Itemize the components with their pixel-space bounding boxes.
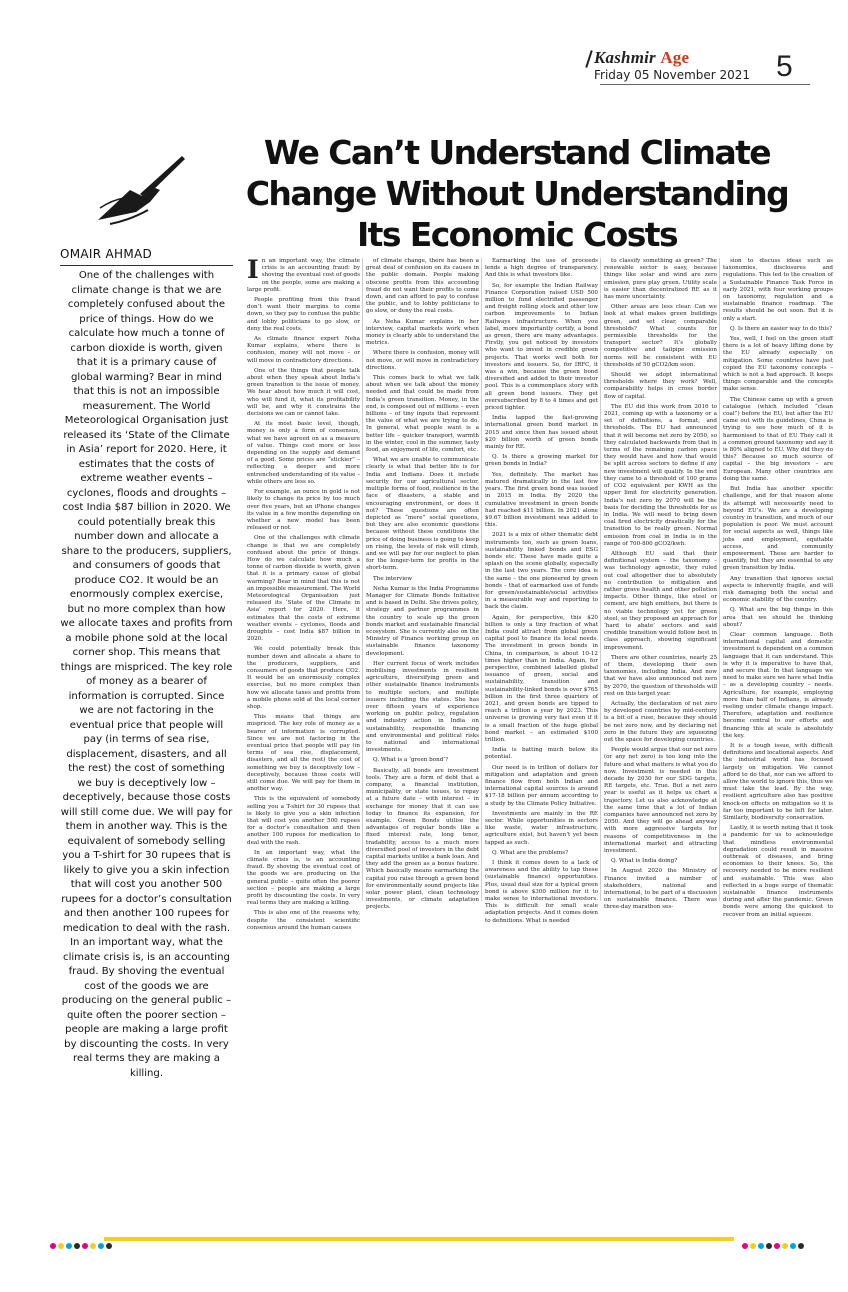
footer-dot <box>766 1243 772 1249</box>
article-paragraph: Other areas are less clear. Can we look at what makes green buildings green, and set clear, comparable thresholds? What counts for permissible thresholds for the transport sector? It’s globally competitive and tailpipe emission norms will be consistent with EU thresholds of 50 gCO2/km soon. <box>604 304 717 368</box>
article-paragraph: The interview <box>373 575 413 582</box>
article-column-3 <box>485 258 598 924</box>
article-paragraph: Investments are mainly in the RE sector. While opportunities in sectors like waste, water infrastructure, agriculture exist, but haven’t yet been tapped as such. <box>485 810 598 846</box>
footer-dot <box>66 1243 72 1249</box>
article-paragraph: Q. What is India doing? <box>611 858 678 865</box>
article-paragraph: This is also one of the reasons why, despite the consistent scientific consensus around the human causes <box>247 910 360 931</box>
article-paragraph: For example, an ounce in gold is not likely to change its price by too much over five years, but an iPhone changes its value in a few months depending on whether a new model has been released or not. <box>247 489 360 532</box>
drop-cap: I <box>247 255 259 284</box>
article-paragraph: Q. What are the big things in this area that we should be thinking about? <box>723 607 833 628</box>
article-paragraph: Clear common language. Both international capital and domestic investment is dependent on a common language that it can understand. This is why it is imperative to have that, and secure that. In that language we need to make sure we have what India – as a developing country – needs. Agriculture, for example, employing more than half of Indians, is already reeling under climate change impact. Therefore, adaptation and resilience become central to our efforts and financing this at scale is absolutely the key. <box>723 631 833 739</box>
article-paragraph: Any transition that ignores social aspects is inherently fragile, and will risk damaging both the social and economic stability of the country. <box>723 575 833 604</box>
article-paragraph: Earmarking the use of proceeds lends a high degree of transparency. And this is what investors like. <box>485 258 598 279</box>
article-paragraph: Q. Is there an easier way to do this? <box>730 325 833 332</box>
article-paragraph: Lastly, it is worth noting that it took a pandemic for us to acknowledge that mindless environmental degradation could result in massive outbreak of diseases, and bring economies to their knees. So, the recovery needed to be more resilient and sustainable. This was also reflected in a huge surge of thematic sustainable finance instruments during and after the pandemic. Green bonds were among the quickest to recover from an initial squeeze. <box>723 825 833 918</box>
footer-dot <box>106 1243 112 1249</box>
article-paragraph: Should we adopt international thresholds where they work? Well, comparability helps in cross border flow of capital. <box>604 372 717 400</box>
article-paragraph: This means that things are mispriced. The key role of money as a bearer of information is corrupted. Since we are not factoring in the eventual price that people will pay (in terms of sea rise, displacement, disasters, and all the rest) the cost of something we buy is deceptively low – deceptively, because those costs will still come due. We will pay for them in another way. <box>247 714 360 793</box>
article-paragraph: What we are unable to communicate clearly is what that better life is for India and Indians. Does it include security for our agricultural sector, multiple forms of food, resilience in the face of disasters, a stable and encouraging environment, or does it not? These questions are often depicted as “mere” social questions, but they are also economic questions because without these conditions the price of doing business is going to keep on rising, the levels of risk will climb, and we will pay for our neglect to plan for the longer-term for profits in the short-term. <box>366 457 479 572</box>
article-paragraph: At its most basic level, though, money is only a form of consensus, what we have agreed on as a measure of value. Things cost more or less depending on the supply and demand of a good. Some prices are “stickier” – reflecting a deeper and more entrenched understanding of its value – while others are less so. <box>247 421 360 485</box>
column-divider <box>719 258 720 901</box>
article-paragraph: of climate change, there has been a great deal of confusion on its causes in the public domain. People making obscene profits from this accounting fraud do not want their profits to come down, and can afford to pay to confuse the public, and to lobby politicians to go slow, or deny the real costs. <box>366 258 479 315</box>
article-paragraph: People would argue that our net zero (or any net zero) is too long into the future and what matters is what you do now. Investment is needed in this decade by 2030 for our SDG targets, RE targets, etc. True. But a net zero year is useful as it helps us chart a trajectory. Let us also acknowledge at the same time that a lot of Indian companies have announced net zero by 2050. And they will go ahead anyway with more aggressive targets for reasons of competitiveness in the international market and attracting investment. <box>604 747 717 855</box>
article-paragraph: The Chinese came up with a green catalogue (which included “clean coal”) before the EU, but after the EU came out with its guidelines, China is trying to see how much of it is harmonised to that of EU They call it a common ground taxonomy and say it is 80% aligned to EU. Why did they do this? Because so much source of capital – the big investors – are European. Many other countries are doing the same. <box>723 396 833 482</box>
pull-quote: One of the challenges with climate change is that we are completely confused about the price of things. How do we calculate how much a tonne of carbon dioxide is worth, given that it is a primary cause of global warming? Bear in mind that this is not an impossible measurement. The World Meteorological Organisation just released its ‘State of the Climate in Asia’ report for 2020. Here, it estimates that the costs of extreme weather events – cyclones, floods and droughts – cost India $87 billion in 2020. We could potentially break this number down and allocate a share to the producers, suppliers, and consumers of goods that produce CO2. It would be an enormously complex exercise, but no more complex than how we allocate taxes and profits from a mobile phone sold at the local corner shop. This means that things are mispriced. The key role of money as a bearer of information is corrupted. Since we are not factoring in the eventual price that people will pay (in terms of sea rise, displacement, disasters, and all the rest) the cost of something we buy is deceptively low – deceptively, because those costs will still come due. We will pay for them in another way. This is the equivalent of somebody selling you a T-shirt for 30 rupees that is likely to give you a skin infection that will cost you another 500 rupees for a doctor’s consultation and then another 100 rupees for medication to deal with the rash. In an important way, what the climate crisis is, is an accounting fraud. By shoving the eventual cost of the goods we are producing on the general public – quite often the poorer section – people are making a large profit by discounting the costs. In very real terms they are making a killing. <box>60 270 233 1079</box>
article-paragraph: Yes, definitely. The market has matured dramatically in the last few years. The first green bond was issued in 2015 in India. By 2020 the cumulative investment in green bonds had reached $11 billion. In 2021 alone $9.67 billion investment was added to this. <box>485 471 598 529</box>
footer-dot <box>742 1243 748 1249</box>
footer-dot <box>50 1243 56 1249</box>
article-paragraph: Neha Kumar is the India Programme Manager for Climate Bonds Initiative and is based in Delhi. She drives policy, strategy and partner programmes in the country to scale up the green bonds market and sustainable financial ecosystem. She is currently also on the Ministry of Finance working group on sustainable finance taxonomy development. <box>366 585 479 657</box>
article-paragraph: It is a tough issue, with difficult definitions and locational aspects. And the industrial world has focused largely on mitigation. We cannot afford to do that, nor can we afford to allow the world to ignore this, thus we must take the lead. By the way, resilient agriculture also has positive knock-on effects on mitigation so it is far too important to be left for later. Similarly, biodiversity conservation. <box>723 743 833 822</box>
article-paragraph: Q. Is there a growing market for green bonds in India? <box>485 454 598 468</box>
column-divider <box>481 258 482 901</box>
footer-dot <box>98 1243 104 1249</box>
footer-dot <box>58 1243 64 1249</box>
article-paragraph: As Neha Kumar explains in her interview, capital markets work when money is clearly able to understand the metrics. <box>366 318 479 347</box>
page-number: 5 <box>776 50 793 83</box>
article-paragraph: Again, for perspective, this $20 billion is only a tiny fraction of what India could attract from global green capital pool to finance its local needs. The investment in green bonds in China, in comparison, is about 10-12 times higher than in India. Again, for perspective, combined labelled global issuance of green, social and sustainability, transition and sustainability-linked bonds is over $765 billion in the first three quarters of 2021, and green bonds are tipped to reach a trillion a year by 2023. This universe is growing very fast even if it is a small fraction of the huge global bond market – an estimated $100 trillion. <box>485 614 598 743</box>
article-column-2 <box>366 258 479 911</box>
masthead-rule <box>600 84 810 85</box>
article-paragraph: Where there is confusion, money will not move, or will move in contradictory directions. <box>366 350 479 371</box>
article-paragraph: As climate finance expert Neha Kumar explains, where there is confusion, money will not move – or will move in contradictory directions. <box>247 336 360 364</box>
article-paragraph: There are other countries, nearly 25 of them, developing their own taxonomies, including India. And now that we have also announced net zero by 2070, the question of thresholds will rest on this target year. <box>604 654 717 697</box>
footer-dot <box>758 1243 764 1249</box>
article-paragraph: We could potentially break this number down and allocate a share to the producers, suppliers, and consumers of goods that produce CO2. It would be an enormously complex exercise, but no more complex than how we allocate taxes and profits from a mobile phone sold at the local corner shop. <box>247 646 360 710</box>
article-paragraph: Actually, the declaration of net zero by developed countries by mid-century is a bit of a ruse, because they should be net zero now, and by declaring net zero in the future they are squeezing out the space for developing countries. <box>604 700 717 743</box>
column-divider <box>362 258 363 901</box>
article-paragraph: Q. What is a ‘green bond’? <box>373 757 449 764</box>
article-column-1 <box>247 255 360 931</box>
footer-dot <box>782 1243 788 1249</box>
article-paragraph: But India has another specific challenge, and for that reason alone its attempt will necessarily need to beyond EU’s. We are a developing country in transition, and much of our population is poor. We must account for social aspects as well, things like jobs and employment, equitable access, and community empowerment. These are harder to quantify, but they are essential to any green transition by India. <box>723 486 833 572</box>
article-paragraph: Although EU said that their definitional system – the taxonomy – was technology agnostic, they ruled out coal altogether due to absolutely no contribution to mitigation and rather grave health and other pollution impacts. Other things, like steel or cement, are high emitters, but there is no viable technology yet for green steel, so they proposed an approach for ‘hard to abate’ sectors and said credible transition would follow best in class approach, showing significant improvement. <box>604 550 717 651</box>
article-paragraph: One of the things that people talk about when they speak about India’s green transition is the issue of money. We hear about how much it will cost, who will fund it, what its profitability will be, and why it constrains the decisions we can or cannot take. <box>247 367 360 418</box>
article-paragraph: In August 2020 the Ministry of Finance invited a number of stakeholders, national and international, to be part of a discussion on sustainable finance. There was three-day marathon ses- <box>604 868 717 911</box>
article-paragraph: Her current focus of work includes mobilising investments in resilient agriculture, diversifying green and other sustainable finance instruments to multiple sectors, and multiple issuers including the states. She has over fifteen years of experience working on public policy, regulation and industry action in India on sustainability, responsible financing and environmental and political risks to national and international investments. <box>366 660 479 754</box>
brand-logo <box>594 48 689 68</box>
article-paragraph: Basically, all bonds are investment tools. They are a form of debt that a company, a financial institution, municipality, or state issues, to repay at a future date – with interest – in exchange for money that it can use today to finance its expansion, for example. Green Bonds utilise the advantages of regular bonds like a fixed interest rate, long tenor, tradability, access to a much more diversified pool of investors in the debt capital markets unlike a bank loan. And they add the green as a bonus feature. Which basically means earmarking the capital you raise through a green bond for environmentally sound projects like solar power plant, clean technology investments, or climate adaptation projects. <box>366 767 479 911</box>
article-column-5 <box>723 258 833 918</box>
article-paragraph: This is the equivalent of somebody selling you a T-shirt for 30 rupees that is likely to give you a skin infection that will cost you another 500 rupees for a doctor’s consultation and then another 100 rupees for medication to deal with the rash. <box>247 796 360 846</box>
footer-dot <box>790 1243 796 1249</box>
brand-slash <box>585 50 592 68</box>
article-paragraph: Q. What are the problems? <box>492 849 569 856</box>
hand-with-pen-icon <box>90 150 190 230</box>
article-paragraph: Our need is in trillion of dollars for mitigation and adaptation and green finance flow from both Indian and international capital sources is around $17-18 billion per annum according to a study by the Climate Policy Initiative. <box>485 764 598 807</box>
article-paragraph: I think it comes down to a lack of awareness and the ability to tap these (sustainable finance) opportunities. Plus, usual deal size for a typical green bond is above $300 million for it to make sense to international investors. This is difficult for small scale adaptation projects. And it comes down to definitions. What is needed <box>485 860 598 924</box>
article-paragraph: to classify something as green? The renewable sector is easy, because things like solar and wind are zero emission, pure play green. Utility scale is easier than decentralized RE as it has more uncertainty. <box>604 258 717 301</box>
footer-dot <box>798 1243 804 1249</box>
article-paragraph: This comes back to what we talk about when we talk about the money needed and that could be made from India’s green transition. Money, in the end, is composed out of millions – even billions – of tiny inputs that represent the value of what we are trying to do. In general, what people want is a better life – quicker transport, warmth in the winter, cool in the summer, tasty food, an enjoyment of life, comfort, etc. <box>366 375 479 454</box>
brand-kashmir: Kashmir <box>594 48 656 67</box>
footer-dot <box>750 1243 756 1249</box>
article-paragraph: sion to discuss ideas such as taxonomies, disclosures and regulations. This led to the creation of a Sustainable Finance Task Force in early 2021, with four working groups on taxonomy, regulation and a sustainable finance roadmap. The results should be out soon. But it is only a start. <box>723 258 833 322</box>
author-byline: OMAIR AHMAD <box>60 247 153 261</box>
article-headline: We Can’t Understand Climate Change Without Understanding Its Economic Costs <box>245 133 789 254</box>
brand-age: Age <box>660 48 690 67</box>
footer-dot <box>774 1243 780 1249</box>
article-paragraph: In an important way, the climate crisis is an accounting fraud: by shoving the eventual cost of goods on the people, some are making a large profit. <box>247 255 360 293</box>
footer-dots-right <box>742 1236 806 1254</box>
column-divider <box>600 258 601 901</box>
footer-bar <box>104 1237 734 1241</box>
article-paragraph: 2021 is a mix of other thematic debt instruments too, such as green loans, sustainability linked bonds and ESG bonds etc. These have made quite a splash on the scene globally, especially in the last two years. The core idea is the same – the one pioneered by green bonds – that of earmarked use of funds for green/sustainable/social activities in a measurable way and reporting to back the claim. <box>485 532 598 611</box>
article-paragraph: Yes, well, I feel on the green stuff there is a lot of heavy lifting done by the EU already especially on mitigation. Some countries have just copied the EU taxonomy concepts – which is not a bad approach. It keeps things comparable and the concepts make sense. <box>723 336 833 393</box>
article-paragraph: So, for example the Indian Railway Finance Corporation raised USD 500 million to fund electrified passenger and freight rolling stock and other low carbon improvements to Indian Railways infrastructure. When you label, more importantly certify, a bond as green, there are many advantages. Firstly, you get noticed by investors who want to invest in credible green projects. That works well both for investors and issuers. So, for IRFC, it was a win, because the green bond diversified and added to their investor pool. This is a commonplace story with all green bond issuers. They get oversubscribed by 8 to 4 times and get priced tighter. <box>485 282 598 412</box>
article-paragraph: People profiting from this fraud don’t want their margins to come down, so they pay to confuse the public and lobby politicians to go slow, or deny the real costs. <box>247 297 360 332</box>
article-paragraph: In an important way, what the climate crisis is, is an accounting fraud. By shoving the eventual cost of the goods we are producing on the general public – quite often the poorer section – people are making a large profit by discounting the costs. In very real terms they are making a killing. <box>247 849 360 907</box>
article-paragraph: India tapped the fast-growing international green bond market in 2015 and since then has issued about $20 billion worth of green bonds mainly for RE. <box>485 415 598 451</box>
article-paragraph: One of the challenges with climate change is that we are completely confused about the price of things. How do we calculate how much a tonne of carbon dioxide is worth, given that it is a primary cause of global warming? Bear in mind that this is not an impossible measurement. The World Meteorological Organisation just released its ‘State of the Climate in Asia’ report for 2020. Here, it estimates that the costs of extreme weather events – cyclones, floods and droughts – cost India $87 billion in 2020. <box>247 535 360 643</box>
footer-dot <box>82 1243 88 1249</box>
article-paragraph: India is batting much below its potential. <box>485 747 598 761</box>
article-paragraph: The EU did this work from 2016 to 2021, coming up with a taxonomy or a set of definitions, a format, and thresholds. The EU had announced that it will become net zero by 2050, so they calculated backwards from that in terms of the remaining carbon space they would have and how that would be split across sectors to define if any new investment will qualify. In the end they came to a threshold of 100 grams of CO2 equivalent per KWH as the upper limit for electricity generation. India’s net zero by 2070 will be the basis for deciding the thresholds for us in India. We will need to bring down coal fired electricity drastically for the transition to be really green. Normal emission from coal in India is in the range of 700-800 gCO2/kwh. <box>604 403 717 547</box>
byline-rule <box>60 265 233 266</box>
issue-date: Friday 05 November 2021 <box>594 68 751 82</box>
footer-dot <box>90 1243 96 1249</box>
article-column-4 <box>604 258 717 911</box>
footer-dot <box>74 1243 80 1249</box>
